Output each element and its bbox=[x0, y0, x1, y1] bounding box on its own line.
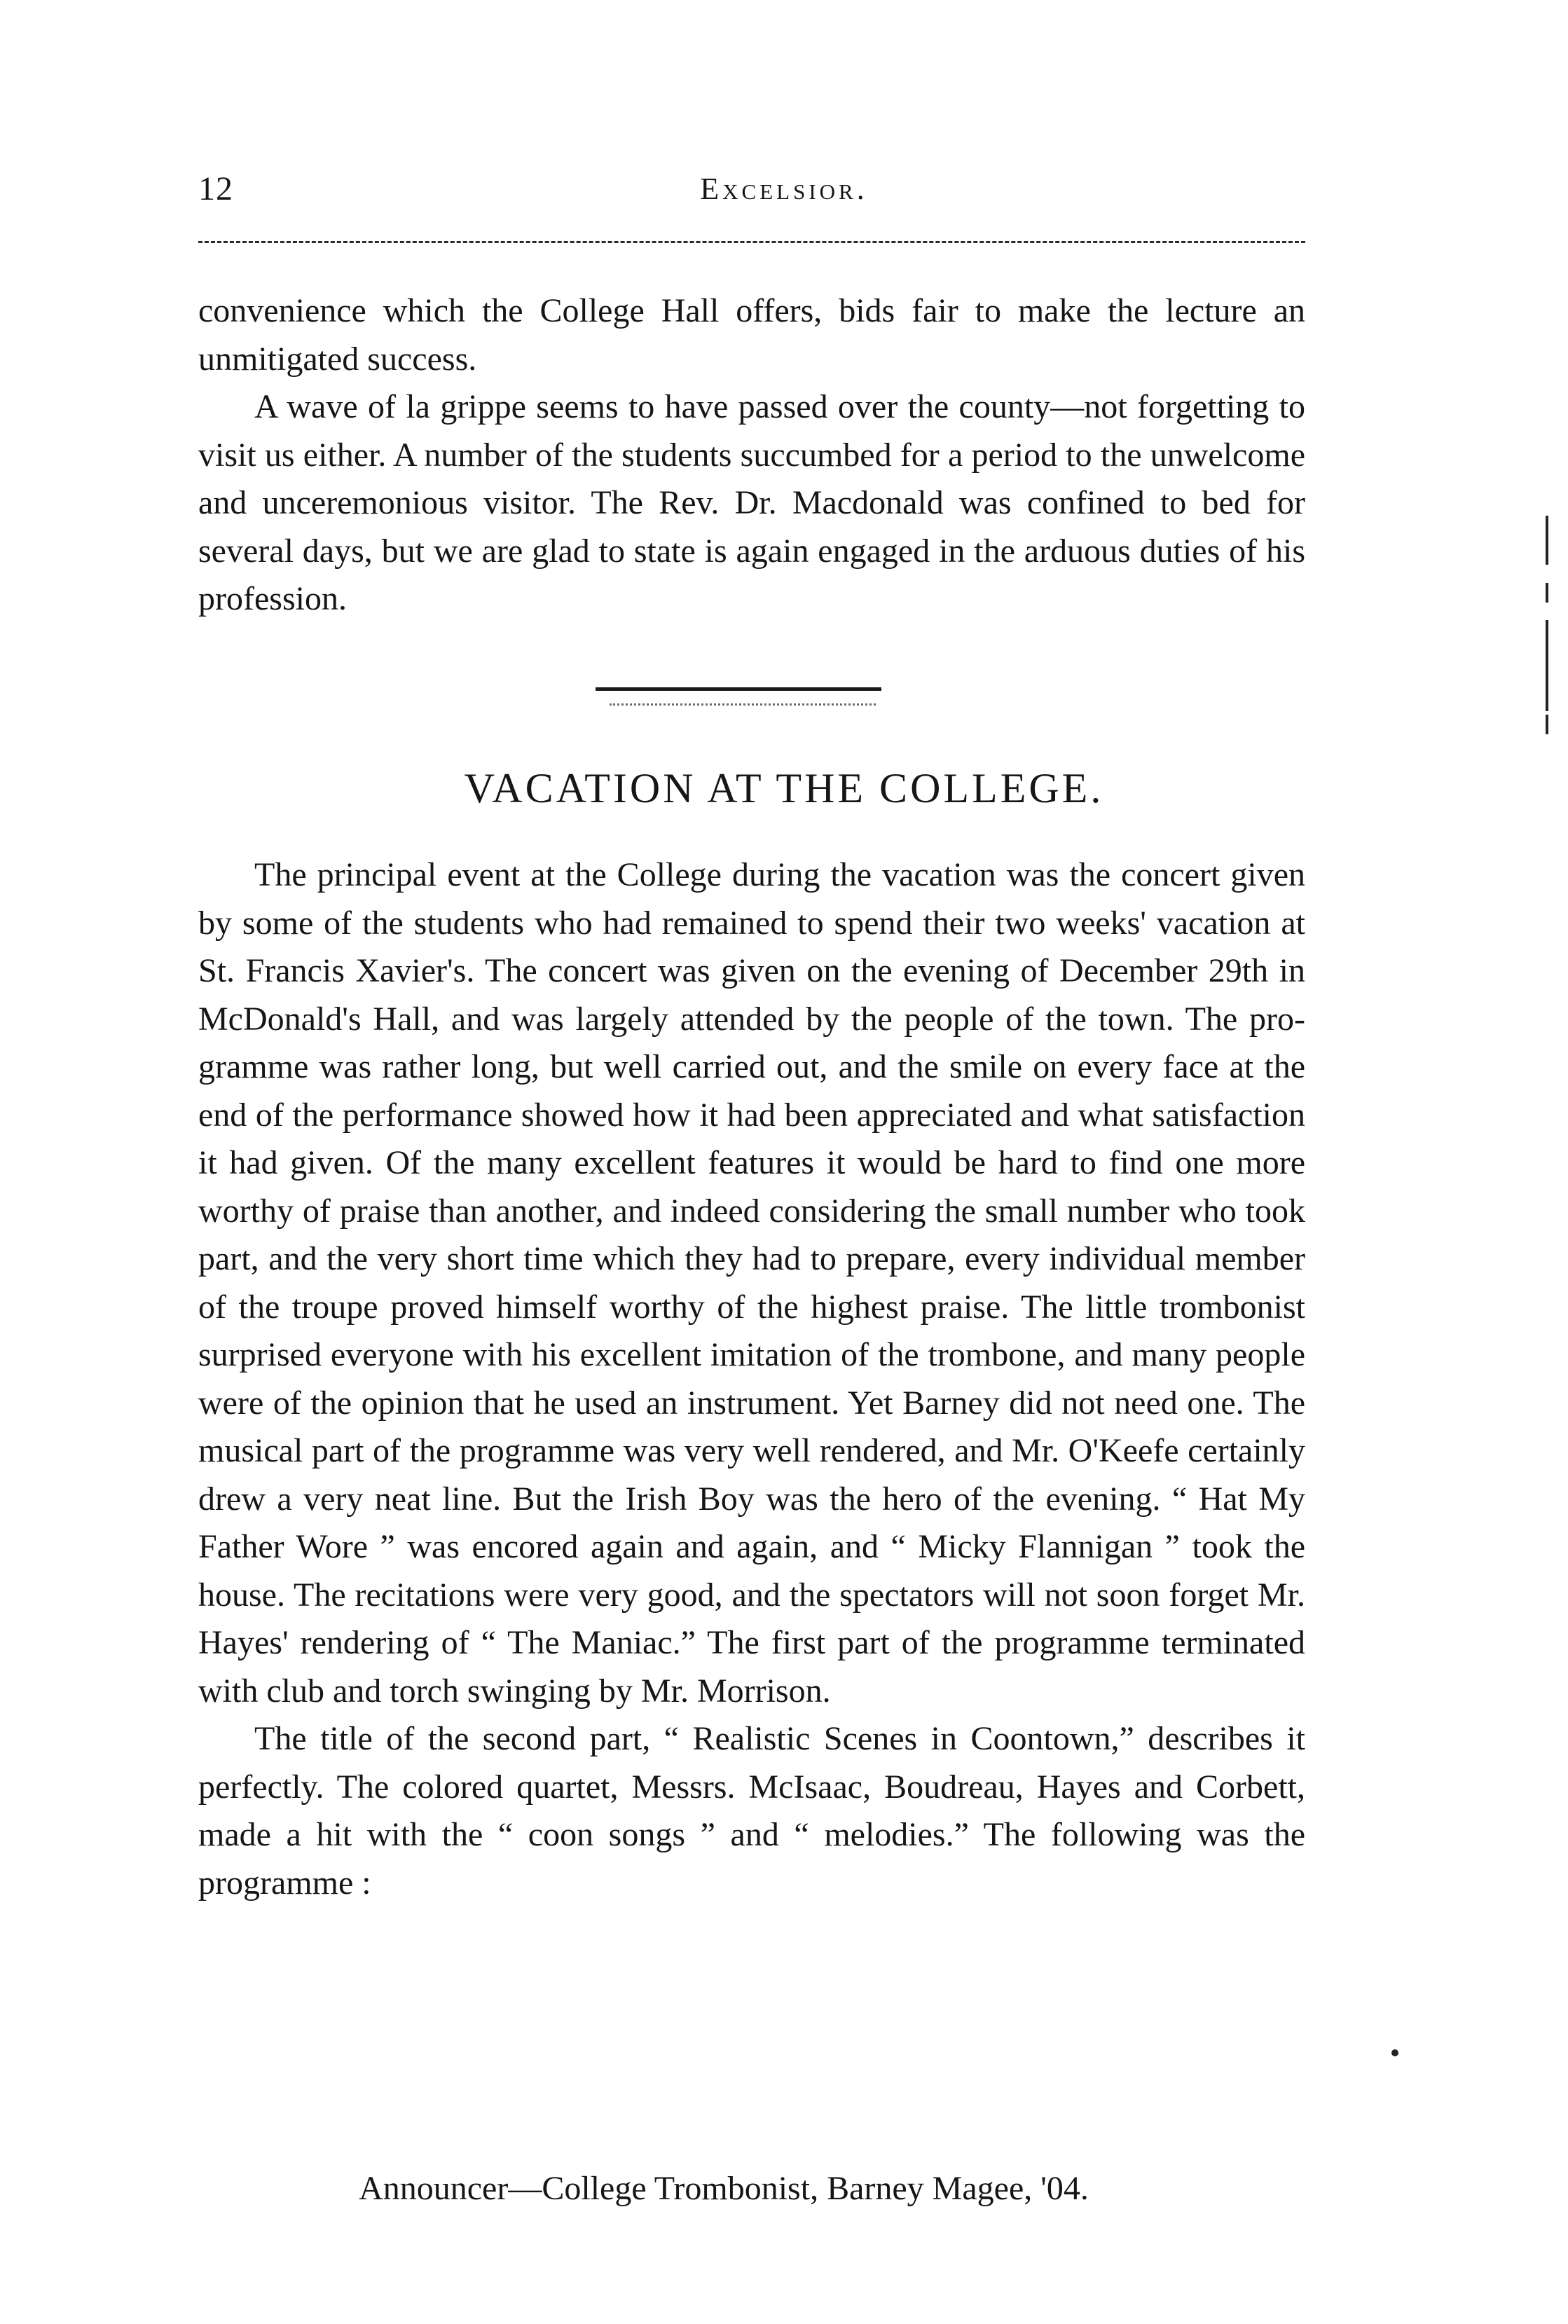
article-title: VACATION AT THE COLLEGE. bbox=[464, 765, 1104, 811]
page-number: 12 bbox=[198, 170, 233, 207]
header-rule bbox=[198, 241, 1305, 243]
margin-mark bbox=[1546, 516, 1548, 565]
margin-dot bbox=[1391, 2049, 1398, 2056]
programme-line: Announcer—College Trombonist, Barney Magee, '04. bbox=[359, 2170, 1089, 2207]
section-divider-dots bbox=[610, 703, 876, 706]
margin-mark bbox=[1546, 620, 1548, 711]
paragraph-second-part: The title of the second part, “ Realistic Scenes in Coontown,” describes it perfectly. The colored quartet, Messrs. McIsaac, Boudreau, Hayes and Corbett, made a hit with the “ coon songs ” and “ melodies.” The following was the programme : bbox=[198, 1720, 1305, 1902]
paragraph-la-grippe: A wave of la grippe seems to have passed over the county—not forgetting to visit us either. A number of the students succumbed for a period to the unwelcome and unceremonious visitor. The Rev. Dr. Macdonald was confined to bed for several days, but we are glad to state is again engaged in the arduous duties of his profession. bbox=[198, 388, 1305, 617]
article-body bbox=[198, 851, 1305, 1907]
running-head: Excelsior. bbox=[700, 172, 868, 206]
margin-mark bbox=[1546, 715, 1548, 734]
paragraph-concert: The principal event at the College during the vacation was the concert given by some of the students who had remained to spend their two weeks' vacation at St. Francis Xavier's. The concert was given on the evening of December 29th in McDonald's Hall, and was largely attended by the people of the town. The programme was rather long, but well carried out, and the smile on every face at the end of the performance showed how it had been appreciated and what satisfaction it had given. Of the many excellent features it would be hard to find one more worthy of praise than another, and indeed considering the small number who took part, and the very short time which they had to prepare, every individual member of the troupe proved himself worthy of the highest praise. The little trombonist surprised everyone with his excellent imitation of the trombone, and many people were of the opinion that he used an instrument. Yet Barney did not need one. The musical part of the programme was very well rendered, and Mr. O'Keefe certainly drew a very neat line. But the Irish Boy was the hero of the evening. “ Hat My Father Wore ” was encored again and again, and “ Micky Flannigan ” took the house. The recitations were very good, and the spectators will not soon forget Mr. Hayes' rendering of “ The Maniac.” The first part of the programme terminated with club and torch swinging by Mr. Morrison. bbox=[198, 856, 1305, 1710]
section-divider bbox=[596, 687, 881, 691]
margin-mark bbox=[1546, 583, 1548, 603]
continued-text bbox=[198, 287, 1305, 624]
paragraph-lecture: convenience which the College Hall offers, bids fair to make the lecture an unmitigated success. bbox=[198, 292, 1305, 378]
